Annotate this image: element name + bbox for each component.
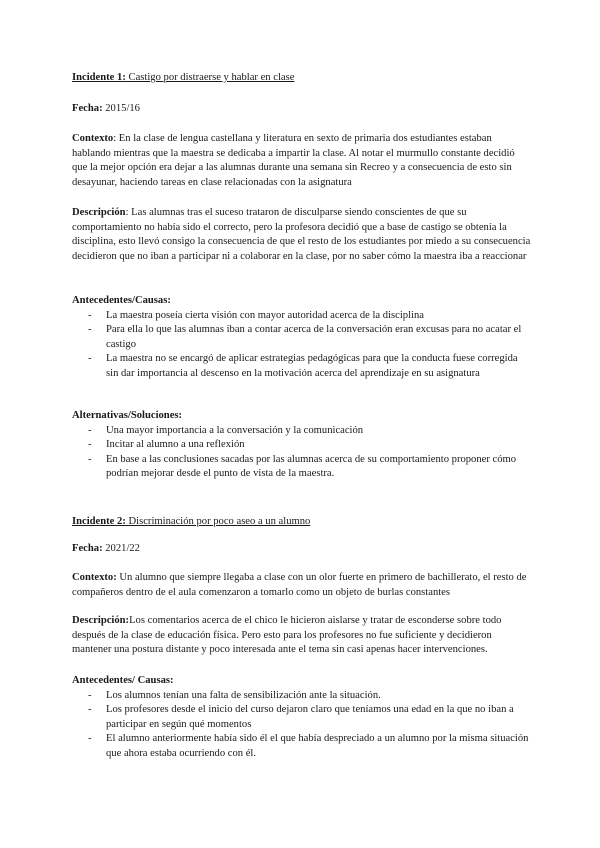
list-item: - La maestra no se encargó de aplicar estrategias pedagógicas para que la conducta fuese corregida sin dar importancia al descenso en la motivación acerca del aprendizaje en su asignatura	[88, 353, 518, 379]
list-item: - En base a las conclusiones sacadas por las alumnas acerca de su comportamiento proponer cómo podrían mejorar desde el punto de vista de la maestra.	[88, 453, 517, 480]
incident1-alternativas-label: Alternativas/Soluciones:	[72, 410, 183, 421]
list-item: - Incitar al alumno a una reflexión	[88, 439, 245, 451]
incident1-alternativas-list	[72, 424, 532, 482]
incident1-fecha-label: Fecha:	[72, 103, 103, 114]
incident2-fecha	[72, 542, 532, 557]
incident2-heading	[72, 515, 532, 530]
incident2-contexto	[72, 571, 532, 600]
incident1-antecedentes-label: Antecedentes/Causas:	[72, 295, 171, 306]
incident2-antecedentes-list	[72, 689, 532, 762]
incident1-descripcion	[72, 206, 532, 264]
incident1-fecha	[72, 102, 532, 117]
incident2-contexto-label: Contexto:	[72, 572, 117, 583]
incident1-contexto	[72, 132, 532, 190]
incident2-descripcion-label: Descripción:	[72, 615, 130, 626]
incident2-contexto-text: Un alumno que siempre llegaba a clase con un olor fuerte en primero de bachillerato, el resto de compañeros dentro de el aula comenzaron a tomarlo como un objeto de burlas constantes	[72, 572, 527, 598]
incident1-fecha-value: 2015/16	[105, 103, 140, 114]
list-item: - Los profesores desde el inicio del curso dejaron claro que teníamos una edad en la que no iban a participar en según qué momentos	[88, 704, 514, 730]
list-item: - Los alumnos tenían una falta de sensibilización ante la situación.	[88, 689, 381, 701]
incident1-descripcion-label: Descripción	[72, 207, 126, 218]
incident1-heading	[72, 71, 532, 86]
incident1-descripcion-text: : Las alumnas tras el suceso trataron de disculparse siendo conscientes de que su comportamiento no había sido el correcto, pero la profesora decidió que a base de castigo se obtenía la disciplina, esto llevó consigo la consecuencia de que el resto de los estudiantes por miedo a su consecuencia decidieron que no iban a participar ni a colaborar en la clase, por no saber cómo la maestra iba a reaccionar	[72, 207, 531, 262]
incident2-descripcion	[72, 614, 532, 658]
incident2-heading-label: Incidente 2:	[72, 516, 126, 527]
incident2-antecedentes-label: Antecedentes/ Causas:	[72, 675, 174, 686]
list-item: - La maestra poseía cierta visión con mayor autoridad acerca de la disciplina	[88, 309, 424, 321]
list-item: - Para ella lo que las alumnas iban a contar acerca de la conversación eran excusas para no acatar el castigo	[88, 324, 522, 350]
incident2-fecha-value: 2021/22	[105, 543, 140, 554]
incident2-fecha-label: Fecha:	[72, 543, 103, 554]
incident2-heading-title: Discriminación por poco aseo a un alumno	[128, 516, 311, 527]
incident2-descripcion-text: Los comentarios acerca de el chico le hicieron aislarse y tratar de esconderse sobre todo después de la clase de educación física. Pero esto para los profesores no fue suficiente y decidieron mantener una postura distante y poco interesada ante el tema sin casi apenas hacer intervenciones.	[72, 615, 502, 656]
incident1-heading-label: Incidente 1:	[72, 72, 126, 83]
incident1-heading-title: Castigo por distraerse y hablar en clase	[128, 72, 295, 83]
incident1-alternativas	[72, 409, 532, 482]
list-item: - El alumno anteriormente había sido él el que había despreciado a un alumno por la misma situación que ahora estaba ocurriendo con él.	[88, 733, 529, 759]
incident1-contexto-text: : En la clase de lengua castellana y literatura en sexto de primaria dos estudiantes estaban hablando mientras que la maestra se dedicaba a impartir la clase. Al notar el murmullo constante decidió que la mejor opción era dejar a las alumnas durante una semana sin Recreo y a consecuencia de esto sin desayunar, haciendo tareas en clase relacionadas con la asignatura	[72, 133, 515, 188]
incident2-antecedentes	[72, 674, 532, 762]
list-item: - Una mayor importancia a la conversación y la comunicación	[88, 424, 364, 436]
incident1-antecedentes	[72, 294, 532, 382]
incident1-antecedentes-list	[72, 309, 532, 382]
incident1-contexto-label: Contexto	[72, 133, 114, 144]
